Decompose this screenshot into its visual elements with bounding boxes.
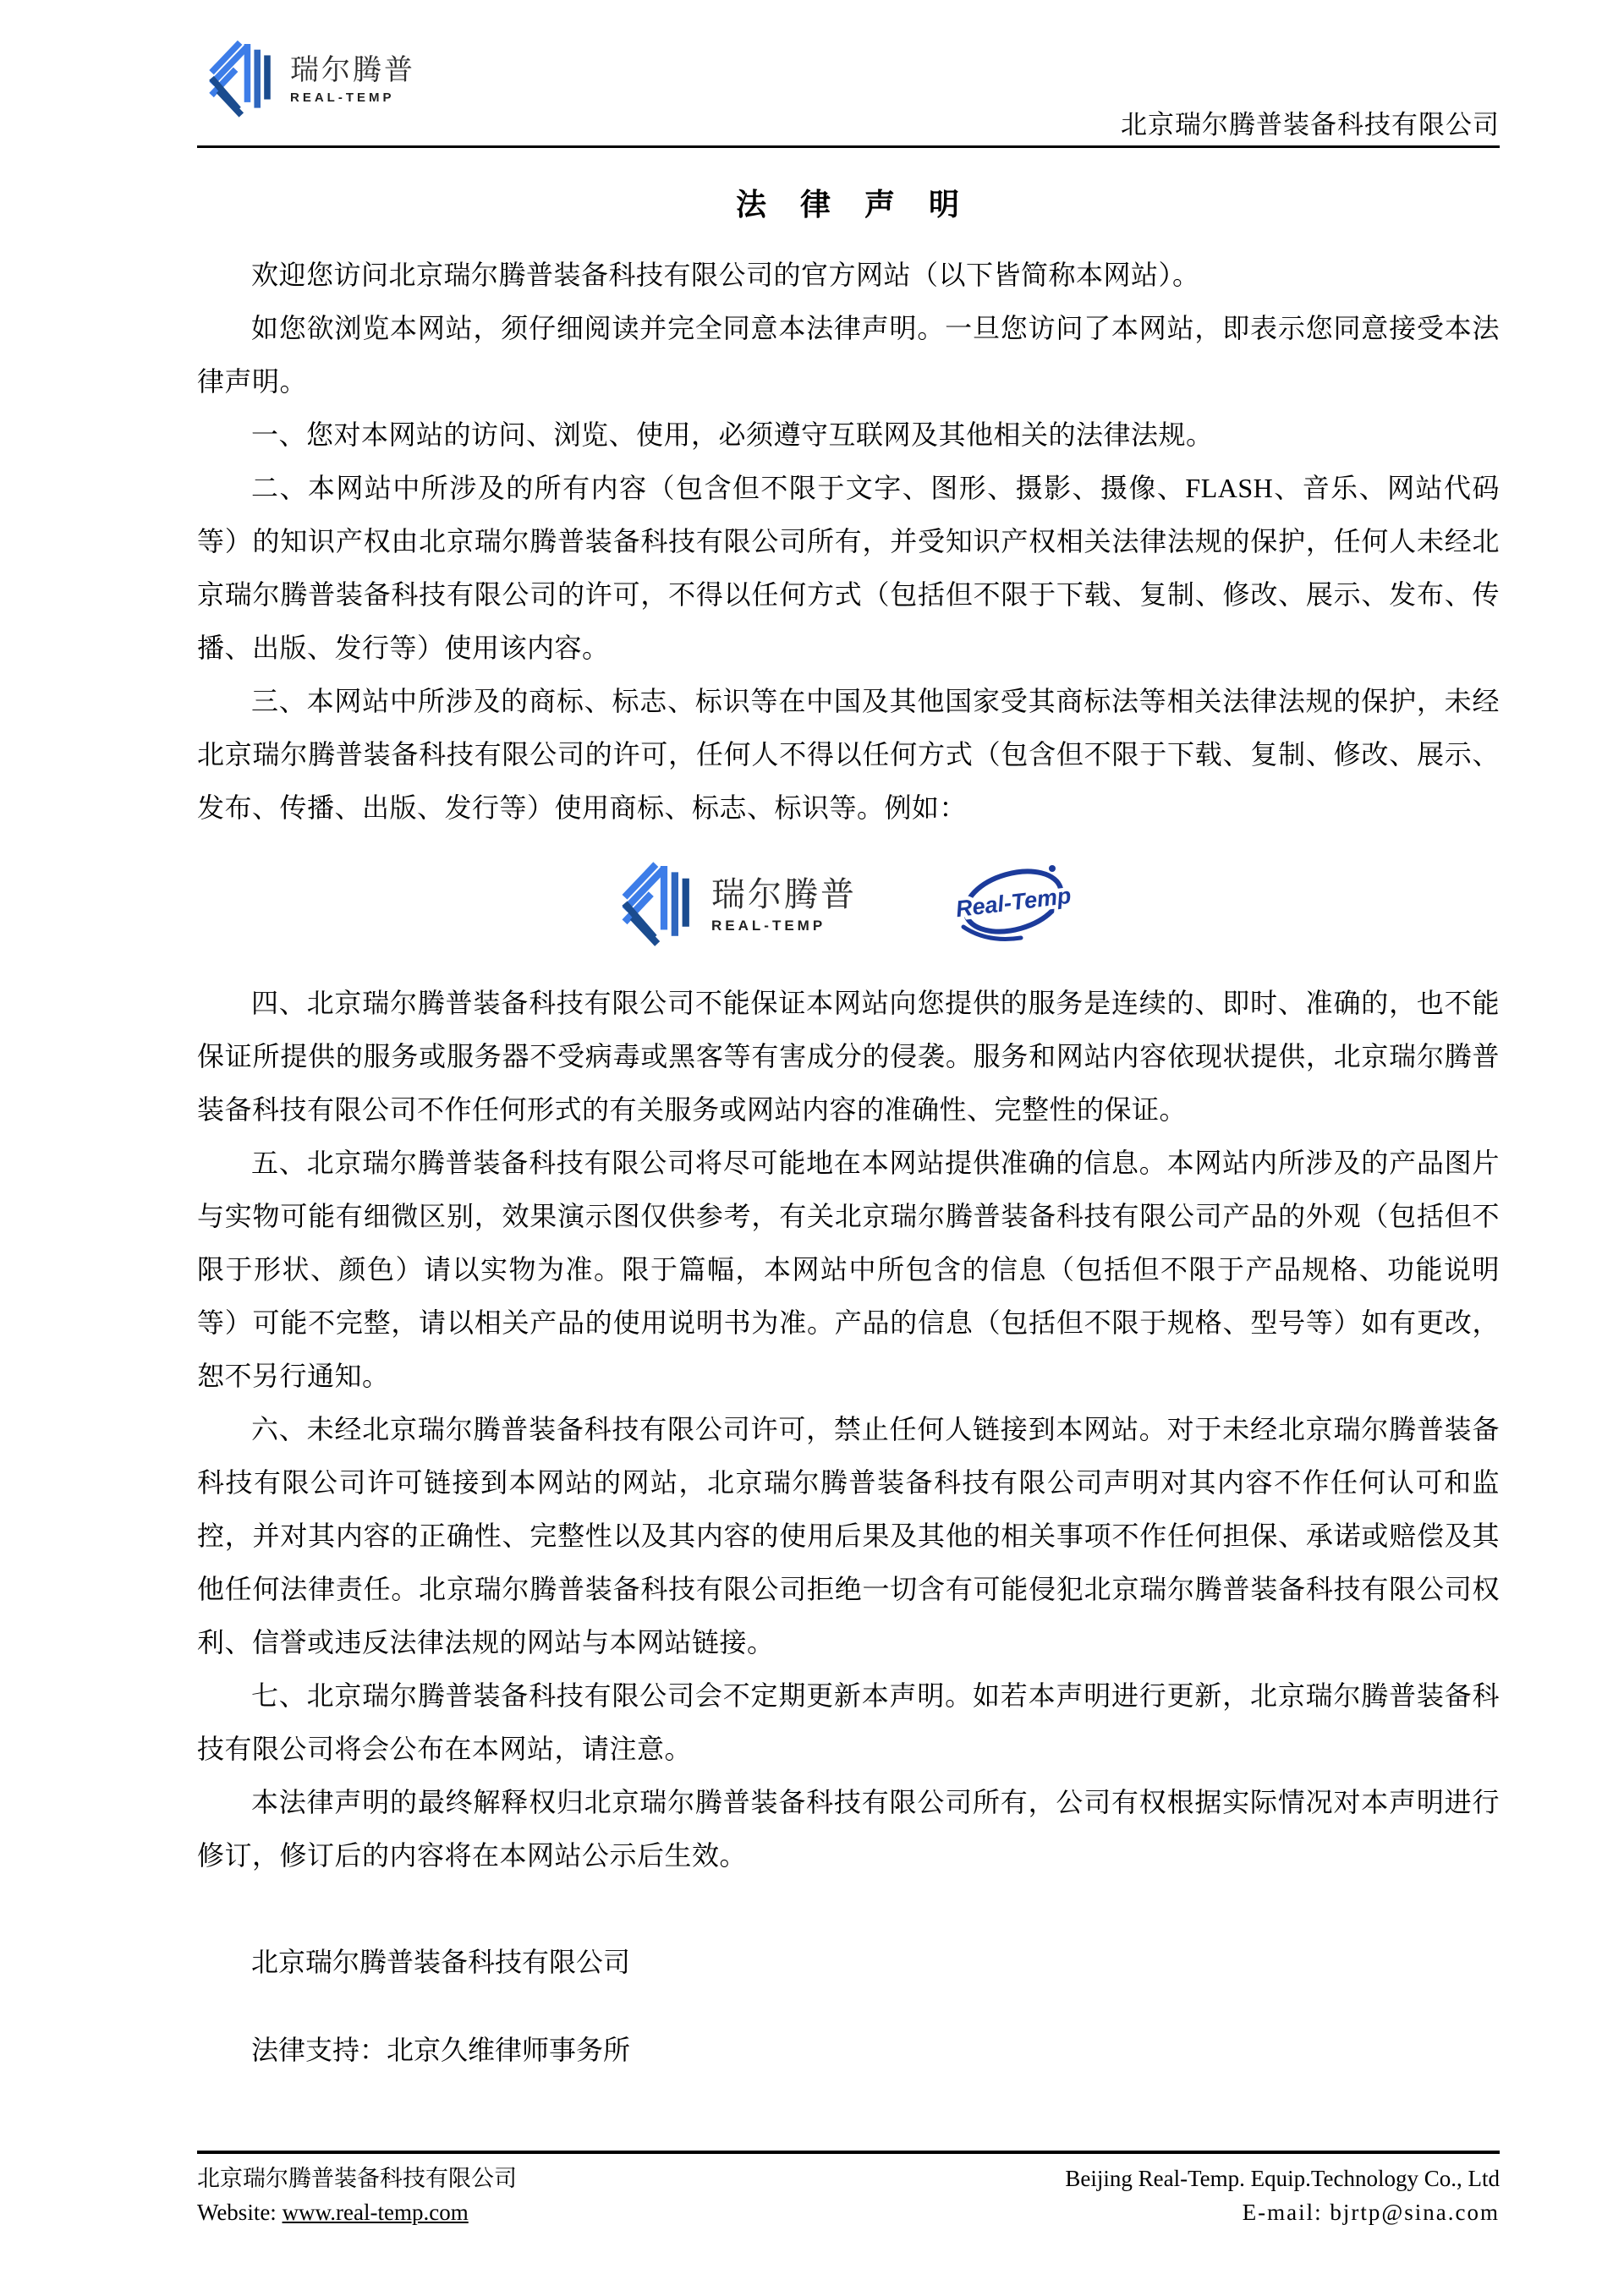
hexagon-stripes-logo-icon: [620, 857, 698, 953]
paragraph-item-5: 五、北京瑞尔腾普装备科技有限公司将尽可能地在本网站提供准确的信息。本网站内所涉及的产品图片与实物可能有细微区别，效果演示图仅供参考，有关北京瑞尔腾普装备科技有限公司产品的外观（包括但不限于形状、颜色）请以实物为准。限于篇幅，本网站中所包含的信息（包括但不限于产品规格、功能说明等）可能不完整，请以相关产品的使用说明书为准。产品的信息（包括但不限于规格、型号等）如有更改，恕不另行通知。: [197, 1148, 1500, 1391]
header-logo-en-label: REAL-TEMP: [290, 90, 395, 106]
header-company-name: 北京瑞尔腾普装备科技有限公司: [1121, 110, 1500, 140]
footer-company-en: Beijing Real-Temp. Equip.Technology Co., Ltd: [1065, 2166, 1500, 2191]
paragraph-item-2: 二、本网站中所涉及的所有内容（包含但不限于文字、图形、摄影、摄像、FLASH、音乐、网站代码等）的知识产权由北京瑞尔腾普装备科技有限公司所有，并受知识产权相关法律法规的保护，任何人未经北京瑞尔腾普装备科技有限公司的许可，不得以任何方式（包括但不限于下载、复制、修改、展示、发布、传播、出版、发行等）使用该内容。: [197, 473, 1500, 663]
trademark-example-row: [197, 841, 1500, 968]
footer-right-block: [1065, 2162, 1500, 2229]
footer-left-block: [197, 2162, 517, 2229]
example-hex-logo-cn-label: 瑞尔腾普: [711, 876, 857, 913]
example-oval-logo-label: Real-Temp: [954, 882, 1073, 922]
paragraph-item-7: 七、北京瑞尔腾普装备科技有限公司会不定期更新本声明。如若本声明进行更新，北京瑞尔腾普装备科技有限公司将会公布在本网站，请注意。: [197, 1680, 1500, 1764]
header-logo: [207, 36, 415, 123]
page-title: 法 律 声 明: [735, 188, 961, 222]
paragraph-item-4: 四、北京瑞尔腾普装备科技有限公司不能保证本网站向您提供的服务是连续的、即时、准确的，也不能保证所提供的服务或服务器不受病毒或黑客等有害成分的侵袭。服务和网站内容依现状提供，北京瑞尔腾普装备科技有限公司不作任何形式的有关服务或网站内容的准确性、完整性的保证。: [197, 988, 1500, 1125]
header-logo-text: [290, 54, 415, 105]
example-hex-logo-en-label: REAL-TEMP: [711, 918, 826, 934]
real-temp-oval-logo-icon: [950, 856, 1077, 951]
document-body: [197, 179, 1500, 2069]
footer-email: E-mail: bjrtp@sina.com: [1242, 2200, 1500, 2225]
paragraph-welcome: 欢迎您访问北京瑞尔腾普装备科技有限公司的官方网站（以下皆简称本网站）。: [251, 260, 1200, 290]
footer-divider: [197, 2151, 1500, 2154]
example-hex-logo-text: [711, 875, 857, 934]
paragraph-agreement: 如您欲浏览本网站，须仔细阅读并完全同意本法律声明。一旦您访问了本网站，即表示您同意接受本法律声明。: [197, 313, 1500, 397]
paragraph-item-6: 六、未经北京瑞尔腾普装备科技有限公司许可，禁止任何人链接到本网站。对于未经北京瑞尔腾普装备科技有限公司许可链接到本网站的网站，北京瑞尔腾普装备科技有限公司声明对其内容不作任何认可和监控，并对其内容的正确性、完整性以及其内容的使用后果及其他的相关事项不作任何担保、承诺或赔偿及其他任何法律责任。北京瑞尔腾普装备科技有限公司拒绝一切含有可能侵犯北京瑞尔腾普装备科技有限公司权利、信誉或违反法律法规的网站与本网站链接。: [197, 1414, 1500, 1658]
hexagon-stripes-logo-icon: [207, 36, 278, 123]
example-oval-logo: [950, 856, 1077, 955]
header-logo-cn-label: 瑞尔腾普: [290, 53, 415, 86]
paragraph-final-interpretation: 本法律声明的最终解释权归北京瑞尔腾普装备科技有限公司所有，公司有权根据实际情况对本声明进行修订，修订后的内容将在本网站公示后生效。: [197, 1787, 1500, 1871]
footer-company-cn: 北京瑞尔腾普装备科技有限公司: [197, 2166, 517, 2191]
paragraph-item-3: 三、本网站中所涉及的商标、标志、标识等在中国及其他国家受其商标法等相关法律法规的保护，未经北京瑞尔腾普装备科技有限公司的许可，任何人不得以任何方式（包含但不限于下载、复制、修改、展示、发布、传播、出版、发行等）使用商标、标志、标识等。例如：: [197, 686, 1500, 823]
example-hexagon-logo: [620, 857, 857, 953]
signature-company: 北京瑞尔腾普装备科技有限公司: [251, 1947, 631, 1977]
header-divider: [197, 145, 1500, 148]
footer-website-link[interactable]: www.real-temp.com: [282, 2200, 469, 2225]
legal-support-line: 法律支持：北京久维律师事务所: [251, 2035, 631, 2065]
paragraph-item-1: 一、您对本网站的访问、浏览、使用，必须遵守互联网及其他相关的法律法规。: [251, 419, 1214, 450]
footer-website-label: Website:: [197, 2200, 283, 2225]
footer-website-line: [197, 2195, 517, 2229]
